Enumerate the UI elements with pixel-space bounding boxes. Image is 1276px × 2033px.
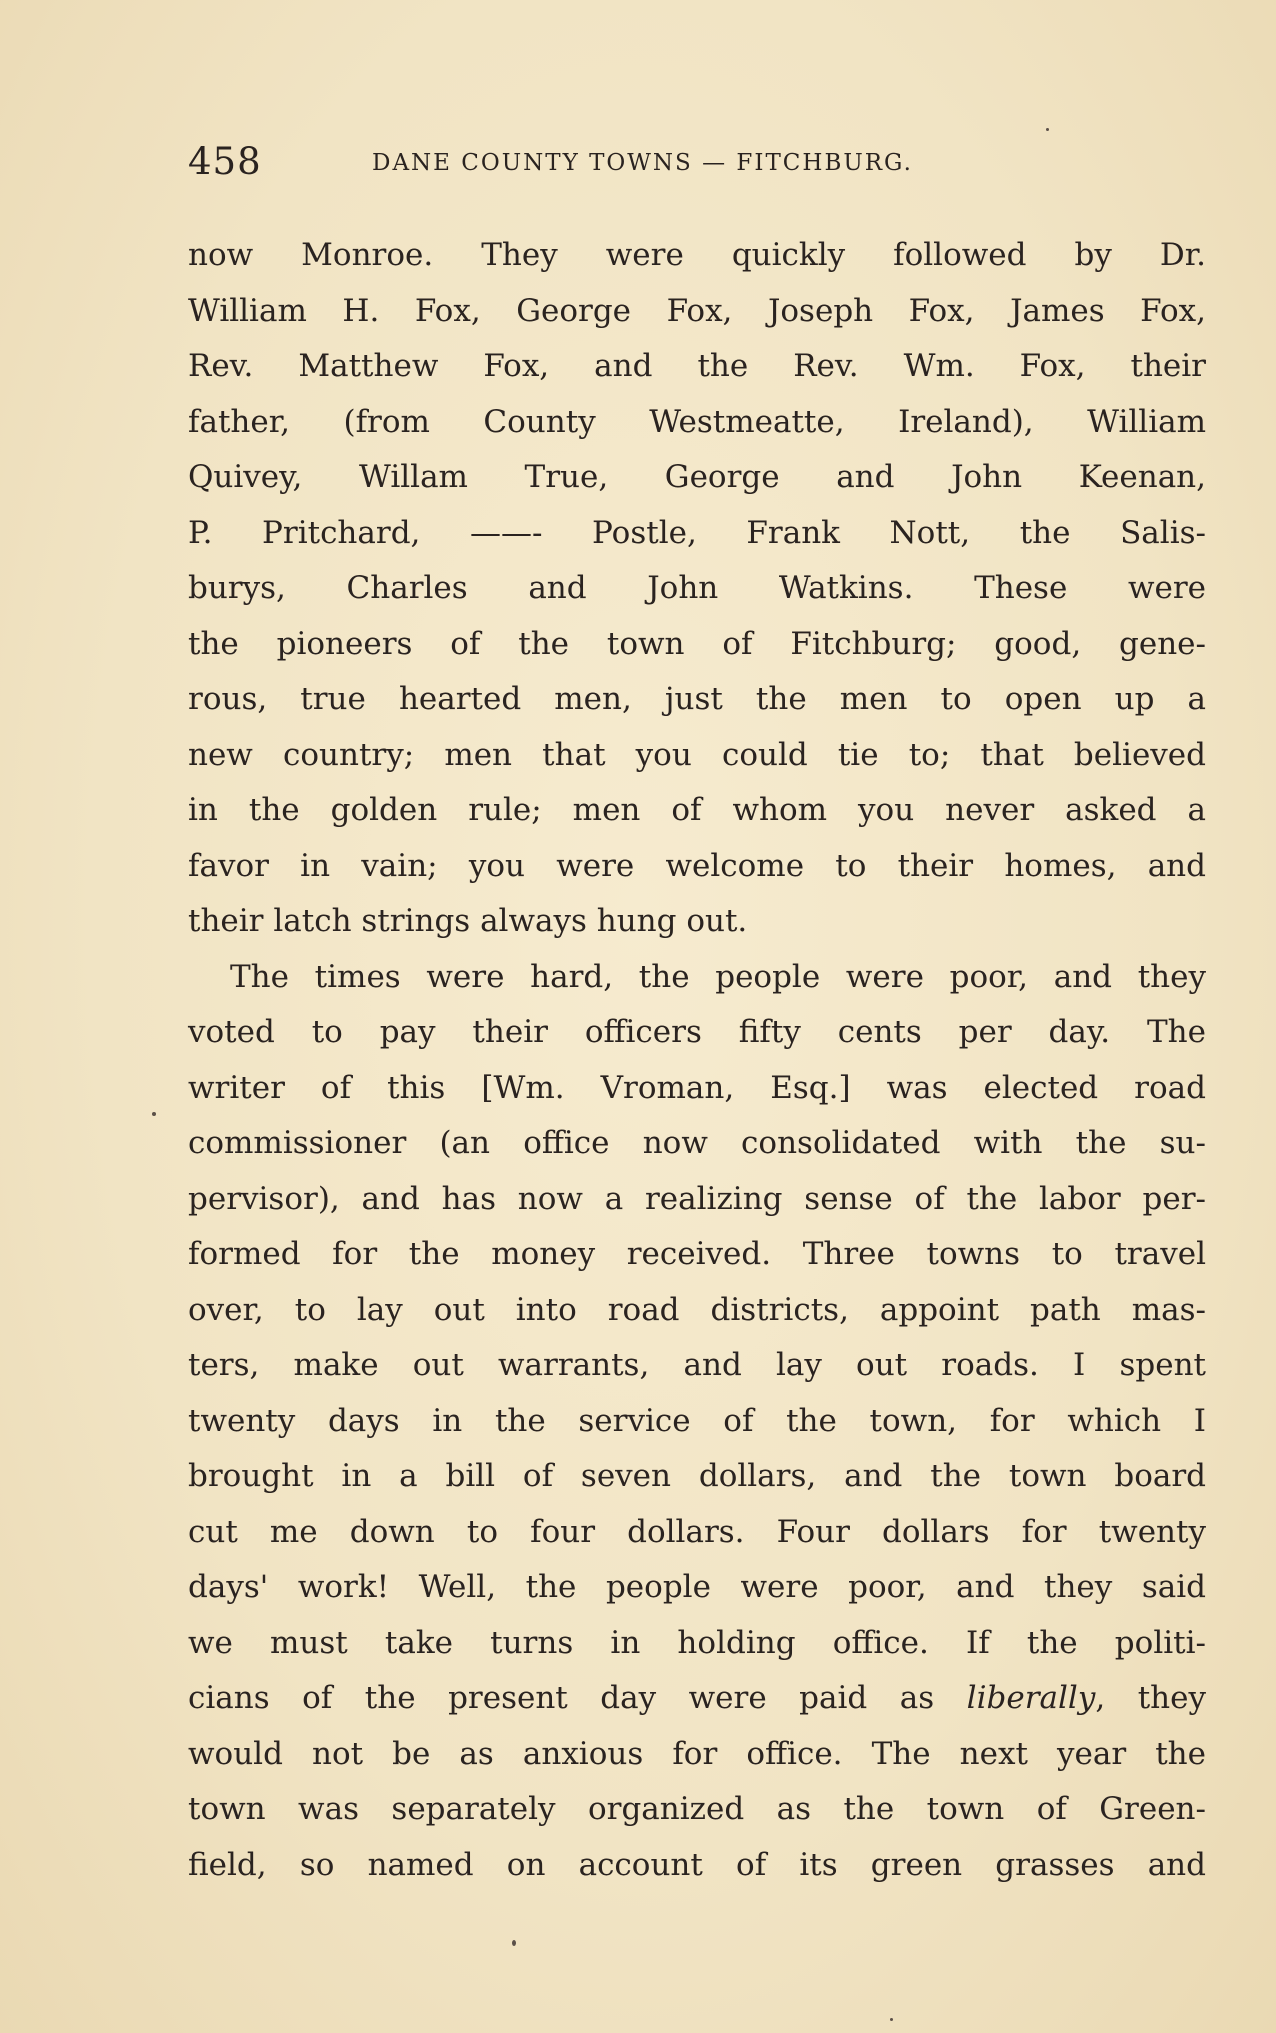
text-line-with-italic xyxy=(188,1671,1206,1727)
text-line: P. Pritchard, ——- Postle, Frank Nott, the Salis- xyxy=(188,514,1206,551)
paper-speck xyxy=(512,1940,516,1946)
page-header xyxy=(188,140,1038,200)
text-line: would not be as anxious for office. The next year the xyxy=(188,1735,1206,1772)
text-line: formed for the money received. Three towns to travel xyxy=(188,1236,1206,1272)
body-text xyxy=(188,228,1206,1893)
text-line: twenty days in the service of the town, for which I xyxy=(188,1402,1206,1439)
text-line: Rev. Matthew Fox, and the Rev. Wm. Fox, their xyxy=(188,348,1206,384)
text-line: new country; men that you could tie to; that believed xyxy=(188,736,1206,773)
paper-speck xyxy=(1046,128,1049,131)
running-head: DANE COUNTY TOWNS — FITCHBURG. xyxy=(372,150,913,176)
text-line: brought in a bill of seven dollars, and the town board xyxy=(188,1458,1206,1494)
paper-speck xyxy=(152,1112,156,1116)
text-line: in the golden rule; men of whom you never asked a xyxy=(188,792,1206,828)
text-line: William H. Fox, George Fox, Joseph Fox, James Fox, xyxy=(188,292,1206,329)
text-line: favor in vain; you were welcome to their homes, and xyxy=(188,847,1206,884)
text-line: we must take turns in holding office. If the politi- xyxy=(188,1624,1206,1661)
text-line: ters, make out warrants, and lay out roads. I spent xyxy=(188,1347,1206,1383)
text-line: over, to lay out into road districts, appoint path mas- xyxy=(188,1291,1206,1328)
text-fragment: , they xyxy=(1095,1680,1206,1716)
text-line: burys, Charles and John Watkins. These were xyxy=(188,570,1206,606)
text-line: field, so named on account of its green grasses and xyxy=(188,1846,1206,1883)
text-line: commissioner (an office now consolidated with the su- xyxy=(188,1125,1206,1161)
text-line: writer of this [Wm. Vroman, Esq.] was elected road xyxy=(188,1069,1206,1106)
paragraph-start-line: The times were hard, the people were poor, and they xyxy=(230,958,1206,995)
text-line: rous, true hearted men, just the men to open up a xyxy=(188,681,1206,717)
paragraph-end-line: their latch strings always hung out. xyxy=(188,903,748,939)
text-line: pervisor), and has now a realizing sense of the labor per- xyxy=(188,1180,1206,1217)
text-line: father, (from County Westmeatte, Ireland), William xyxy=(188,403,1206,440)
paper-speck xyxy=(890,2018,893,2021)
text-line: now Monroe. They were quickly followed by Dr. xyxy=(188,237,1206,273)
italic-word: liberally xyxy=(966,1680,1096,1716)
text-line: Quivey, Willam True, George and John Keenan, xyxy=(188,459,1206,495)
text-line: voted to pay their officers fifty cents per day. The xyxy=(188,1014,1206,1050)
text-line: town was separately organized as the town of Green- xyxy=(188,1791,1206,1827)
text-line: the pioneers of the town of Fitchburg; good, gene- xyxy=(188,625,1206,662)
page-number: 458 xyxy=(188,140,262,183)
text-line: cut me down to four dollars. Four dollars for twenty xyxy=(188,1513,1206,1550)
text-line: days' work! Well, the people were poor, and they said xyxy=(188,1569,1206,1605)
text-fragment: cians of the present day were paid as xyxy=(188,1680,967,1716)
